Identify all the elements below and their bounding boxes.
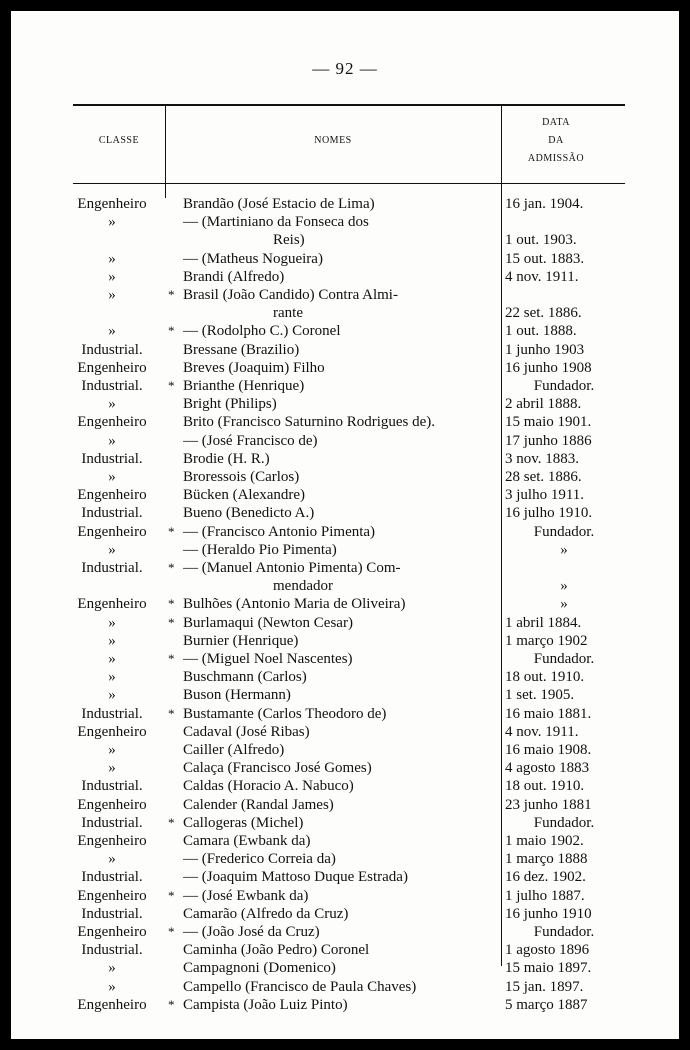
cell-founder-mark: *: [168, 523, 175, 539]
cell-classe: »: [108, 323, 116, 340]
cell-classe: Engenheiro: [77, 723, 147, 740]
table-row: [11, 978, 679, 996]
cell-classe: Engenheiro: [77, 359, 147, 376]
cell-data: 4 nov. 1911.: [505, 268, 579, 285]
cell-classe: Industrial.: [81, 505, 143, 522]
table-row: [11, 468, 679, 486]
cell-nome-text: — (Miguel Noel Nascentes): [183, 651, 353, 667]
cell-data: Fundador.: [533, 814, 595, 831]
cell-nome: [183, 322, 499, 340]
table-row: [11, 905, 679, 923]
cell-classe: »: [108, 250, 116, 267]
cell-nome-text: — (Matheus Nogueira): [183, 250, 323, 267]
cell-nome: [183, 996, 499, 1014]
cell-data: Fundador.: [533, 378, 595, 394]
cell-data: »: [560, 596, 568, 613]
cell-data: 16 julho 1910.: [505, 505, 593, 522]
cell-classe: »: [108, 287, 116, 303]
cell-nome: [183, 668, 499, 686]
cell-nome-text: Callogeras (Michel): [183, 814, 304, 831]
table-row: [11, 850, 679, 868]
table-row: [11, 523, 679, 541]
cell-classe: »: [108, 268, 116, 285]
table-row: [11, 959, 679, 977]
cell-nome-text: mendador: [273, 578, 333, 595]
cell-classe: »: [108, 632, 116, 649]
table-row: [11, 559, 679, 577]
table-row: [11, 832, 679, 850]
cell-nome-text: Brasil (João Candido) Contra Almi-: [183, 287, 398, 303]
header-data-line1: DATA: [542, 117, 570, 128]
cell-nome-text: Reis): [273, 232, 305, 249]
table-row: [11, 686, 679, 704]
cell-classe: Industrial.: [81, 905, 143, 922]
table-row: [11, 923, 679, 941]
cell-data: Fundador.: [533, 924, 595, 940]
cell-classe: Industrial.: [81, 341, 143, 358]
cell-nome: [183, 686, 499, 704]
cell-nome: [183, 195, 499, 213]
cell-nome-text: — (José Francisco de): [183, 432, 318, 449]
cell-nome: [183, 213, 499, 231]
cell-classe: Engenheiro: [77, 887, 147, 904]
cell-nome: [183, 504, 499, 522]
cell-nome: [183, 413, 499, 431]
table-row: [11, 359, 679, 377]
table-row: [11, 814, 679, 832]
cell-classe: Engenheiro: [77, 414, 147, 431]
table-row: [11, 668, 679, 686]
table-row: [11, 213, 679, 231]
cell-nome: [183, 705, 499, 723]
cell-data: 4 agosto 1883: [505, 760, 590, 777]
header-nomes: NOMES: [314, 135, 352, 146]
cell-founder-mark: *: [168, 996, 175, 1012]
cell-data: 28 set. 1886.: [505, 469, 582, 485]
cell-nome-text: Camara (Ewbank da): [183, 833, 311, 849]
cell-classe: Industrial.: [81, 942, 143, 959]
cell-nome-text: Bustamante (Carlos Theodoro de): [183, 705, 387, 722]
cell-nome: [183, 250, 499, 268]
cell-nome-text: Bücken (Alexandre): [183, 487, 306, 504]
cell-data: 1 março 1888: [505, 851, 588, 868]
cell-nome: [183, 377, 499, 395]
cell-classe: Engenheiro: [77, 833, 147, 849]
header-data-line2: DA: [548, 135, 564, 146]
cell-nome: [183, 868, 499, 886]
table-row: [11, 231, 679, 249]
cell-nome: [183, 741, 499, 759]
cell-nome: [183, 432, 499, 450]
cell-classe: »: [108, 978, 116, 995]
cell-data: 4 nov. 1911.: [505, 723, 579, 740]
cell-nome-text: Brandi (Alfredo): [183, 268, 285, 285]
cell-data: 1 out. 1888.: [505, 323, 577, 340]
cell-nome: [183, 286, 499, 304]
cell-nome-text: — (Frederico Correia da): [183, 851, 336, 868]
table-row: [11, 541, 679, 559]
cell-nome: [183, 268, 499, 286]
cell-founder-mark: *: [168, 323, 175, 339]
cell-classe: »: [108, 214, 116, 231]
cell-nome-text: — (Manuel Antonio Pimenta) Com-: [183, 560, 401, 576]
cell-nome: [183, 941, 499, 959]
cell-nome: [183, 559, 499, 577]
cell-nome: [183, 650, 499, 668]
top-rule: [73, 104, 625, 106]
table-row: [11, 286, 679, 304]
cell-founder-mark: *: [168, 378, 175, 393]
cell-classe: »: [108, 469, 116, 485]
cell-nome: [183, 759, 499, 777]
cell-classe: Engenheiro: [77, 196, 147, 212]
cell-data: 1 junho 1903: [505, 341, 585, 358]
table-row: [11, 759, 679, 777]
cell-nome-text: — (João José da Cruz): [183, 924, 320, 940]
table-row: [11, 996, 679, 1014]
table-row: [11, 432, 679, 450]
cell-data: 5 março 1887: [505, 996, 588, 1013]
table-row: [11, 705, 679, 723]
cell-classe: »: [108, 760, 116, 777]
cell-data: Fundador.: [533, 651, 595, 667]
cell-founder-mark: *: [168, 814, 175, 830]
cell-founder-mark: *: [168, 887, 175, 903]
table-row: [11, 577, 679, 595]
cell-classe: Industrial.: [81, 869, 143, 886]
cell-nome-text: — (Martiniano da Fonseca dos: [183, 214, 369, 231]
cell-data: »: [560, 541, 568, 558]
cell-nome-text: Campagnoni (Domenico): [183, 960, 336, 977]
cell-classe: »: [108, 687, 116, 704]
page-number: — 92 —: [312, 59, 378, 78]
cell-data: 22 set. 1886.: [505, 305, 582, 322]
cell-nome-text: Calender (Randal James): [183, 796, 334, 813]
cell-classe: Engenheiro: [77, 487, 147, 504]
cell-nome-text: Bressane (Brazilio): [183, 341, 300, 358]
table-row: [11, 632, 679, 650]
cell-classe: Industrial.: [81, 778, 143, 795]
cell-nome-text: Bright (Philips): [183, 396, 277, 413]
cell-founder-mark: *: [168, 560, 175, 575]
cell-classe: »: [108, 541, 116, 558]
cell-nome: [183, 978, 499, 996]
header-data: [501, 114, 611, 168]
cell-classe: Engenheiro: [77, 796, 147, 813]
cell-classe: Industrial.: [81, 450, 143, 467]
cell-data: 15 out. 1883.: [505, 250, 585, 267]
cell-founder-mark: *: [168, 651, 175, 666]
cell-nome: [183, 850, 499, 868]
cell-nome: [183, 341, 499, 359]
cell-founder-mark: *: [168, 705, 175, 721]
cell-classe: Industrial.: [81, 814, 143, 831]
table-row: [11, 796, 679, 814]
cell-nome-text: Broressois (Carlos): [183, 469, 300, 485]
table-row: [11, 887, 679, 905]
cell-nome: [183, 796, 499, 814]
cell-nome: [183, 959, 499, 977]
cell-founder-mark: *: [168, 287, 175, 302]
cell-data: 1 março 1902: [505, 632, 588, 649]
cell-nome: [183, 632, 499, 650]
cell-data: 16 maio 1881.: [505, 705, 592, 722]
cell-classe: »: [108, 651, 116, 667]
cell-nome-text: Camarão (Alfredo da Cruz): [183, 905, 349, 922]
cell-classe: »: [108, 851, 116, 868]
table-row: [11, 723, 679, 741]
cell-nome-text: Buson (Hermann): [183, 687, 291, 704]
header-bottom-rule: [73, 183, 625, 184]
document-page: [11, 11, 679, 1039]
cell-nome: [183, 723, 499, 741]
cell-classe: Engenheiro: [77, 924, 147, 940]
cell-data: 15 maio 1897.: [505, 960, 592, 977]
cell-nome: [183, 887, 499, 905]
cell-nome-text: Brandão (José Estacio de Lima): [183, 196, 375, 212]
cell-data: 3 nov. 1883.: [505, 450, 580, 467]
cell-nome-text: — (Joaquim Mattoso Duque Estrada): [183, 869, 408, 886]
cell-nome-text: Caldas (Horacio A. Nabuco): [183, 778, 354, 795]
table-row: [11, 595, 679, 613]
cell-nome-text: Bueno (Benedicto A.): [183, 505, 315, 522]
cell-classe: Engenheiro: [77, 596, 147, 613]
cell-nome-text: Brodie (H. R.): [183, 450, 270, 467]
cell-nome-text: — (Francisco Antonio Pimenta): [183, 523, 376, 540]
cell-data: 1 out. 1903.: [505, 232, 577, 249]
cell-founder-mark: *: [168, 924, 175, 939]
cell-classe: Engenheiro: [77, 523, 147, 540]
cell-data: 18 out. 1910.: [505, 778, 585, 795]
cell-nome-text: Burnier (Henrique): [183, 632, 299, 649]
cell-nome: [183, 359, 499, 377]
table-row: [11, 504, 679, 522]
cell-data: 15 jan. 1897.: [505, 978, 584, 995]
cell-nome: [183, 486, 499, 504]
cell-nome-text: Cadaval (José Ribas): [183, 723, 310, 740]
cell-founder-mark: *: [168, 596, 175, 612]
column-divider-left: [165, 106, 166, 198]
cell-nome: [183, 832, 499, 850]
header-classe: CLASSE: [98, 135, 140, 146]
table-row: [11, 650, 679, 668]
cell-nome: [183, 777, 499, 795]
cell-classe: »: [108, 396, 116, 413]
table-row: [11, 486, 679, 504]
cell-nome: [183, 541, 499, 559]
cell-nome: [183, 814, 499, 832]
cell-nome: [183, 468, 499, 486]
cell-data: 16 junho 1910: [505, 905, 592, 922]
header-data-line3: ADMISSÃO: [527, 153, 585, 164]
cell-nome: [183, 905, 499, 923]
cell-data: 2 abril 1888.: [505, 396, 582, 413]
cell-data: 18 out. 1910.: [505, 669, 585, 686]
cell-nome-text: Caminha (João Pedro) Coronel: [183, 942, 370, 959]
cell-nome-text: Calaça (Francisco José Gomes): [183, 760, 372, 777]
cell-nome: [183, 923, 499, 941]
cell-nome-text: Brianthe (Henrique): [183, 378, 305, 394]
table-row: [11, 777, 679, 795]
cell-data: 16 maio 1908.: [505, 742, 592, 758]
cell-classe: »: [108, 669, 116, 686]
cell-nome-text: Buschmann (Carlos): [183, 669, 307, 686]
cell-classe: »: [108, 614, 116, 631]
cell-nome-text: Campista (João Luiz Pinto): [183, 996, 348, 1013]
cell-nome-text: — (Rodolpho C.) Coronel: [183, 323, 341, 340]
table-row: [11, 614, 679, 632]
table-row: [11, 377, 679, 395]
table-row: [11, 304, 679, 322]
cell-data: 23 junho 1881: [505, 796, 592, 813]
table-row: [11, 250, 679, 268]
table-row: [11, 268, 679, 286]
table-row: [11, 413, 679, 431]
cell-data: 16 dez. 1902.: [505, 869, 586, 886]
cell-data: 1 abril 1884.: [505, 614, 582, 631]
cell-nome: [183, 450, 499, 468]
cell-data: 3 julho 1911.: [505, 487, 585, 504]
cell-data: 16 junho 1908: [505, 359, 592, 376]
table-row: [11, 322, 679, 340]
cell-data: 17 junho 1886: [505, 432, 592, 449]
cell-nome-text: — (Heraldo Pio Pimenta): [183, 541, 337, 558]
cell-data: »: [560, 578, 568, 595]
cell-nome-text: Burlamaqui (Newton Cesar): [183, 614, 353, 631]
cell-nome: [183, 614, 499, 632]
cell-classe: Industrial.: [81, 560, 143, 576]
cell-classe: Engenheiro: [77, 996, 147, 1013]
cell-nome-text: Breves (Joaquim) Filho: [183, 359, 325, 376]
cell-data: 1 maio 1902.: [505, 833, 584, 849]
cell-classe: Industrial.: [81, 705, 143, 722]
cell-classe: Industrial.: [81, 378, 143, 394]
table-row: [11, 450, 679, 468]
table-row: [11, 741, 679, 759]
cell-data: 1 set. 1905.: [505, 687, 575, 704]
cell-data: 16 jan. 1904.: [505, 196, 584, 212]
table-row: [11, 941, 679, 959]
cell-nome-text: Brito (Francisco Saturnino Rodrigues de).: [183, 414, 436, 431]
cell-data: 15 maio 1901.: [505, 414, 592, 431]
cell-nome: [183, 523, 499, 541]
table-row: [11, 341, 679, 359]
cell-nome-text: — (José Ewbank da): [183, 887, 309, 904]
cell-nome: [183, 595, 499, 613]
cell-data: 1 julho 1887.: [505, 887, 585, 904]
cell-nome-text: rante: [273, 305, 303, 322]
table-row: [11, 868, 679, 886]
cell-nome-text: Bulhões (Antonio Maria de Oliveira): [183, 596, 406, 613]
cell-data: Fundador.: [533, 523, 595, 540]
cell-founder-mark: *: [168, 614, 175, 630]
table-row: [11, 395, 679, 413]
cell-classe: »: [108, 960, 116, 977]
table-row: [11, 195, 679, 213]
cell-nome-text: Cailler (Alfredo): [183, 742, 285, 758]
cell-nome: [183, 395, 499, 413]
cell-nome-text: Campello (Francisco de Paula Chaves): [183, 978, 417, 995]
cell-classe: »: [108, 432, 116, 449]
cell-data: 1 agosto 1896: [505, 942, 590, 959]
cell-classe: »: [108, 742, 116, 758]
